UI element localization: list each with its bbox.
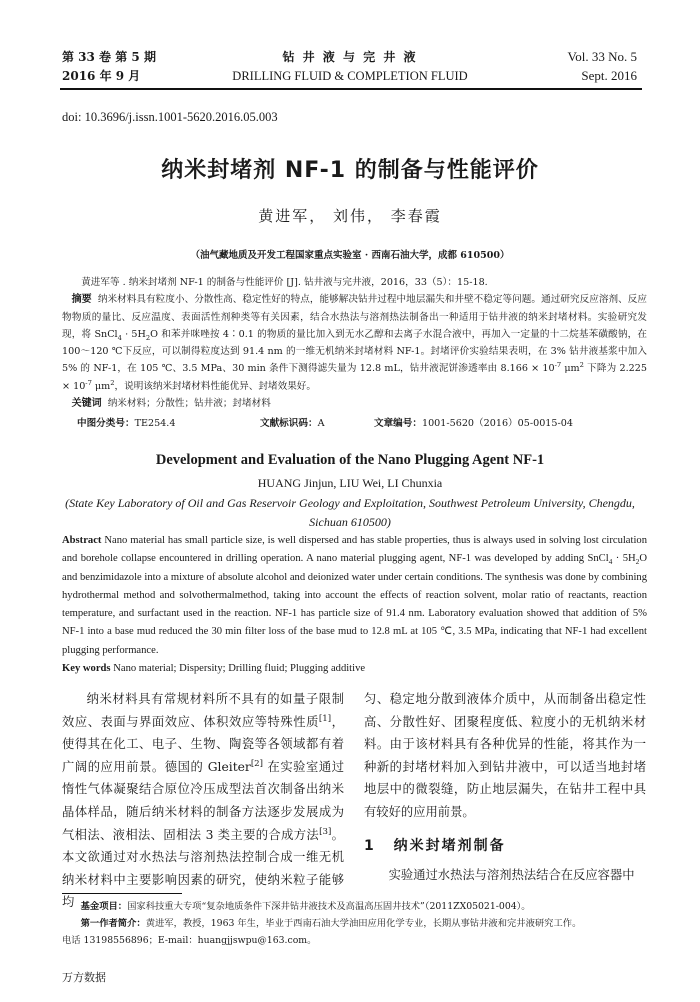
journal-title-en: DRILLING FLUID & COMPLETION FLUID xyxy=(232,69,468,83)
footnote xyxy=(62,898,652,949)
footnote-rule xyxy=(62,893,182,894)
fund-info: 基金项目：国家科技重大专项“复杂地质条件下深井钻井液技术及高温高压固井技术”（2011ZX05021-004）。 xyxy=(80,901,531,912)
affiliation-en: (State Key Laboratory of Oil and Gas Reservoir Geology and Exploitation, Southwest Petroleum University, Chengdu, Sichuan 610500) xyxy=(65,496,635,529)
volume-en: Vol. 33 No. 5 xyxy=(567,49,637,64)
volume-cn: 第 33 卷 第 5 期 xyxy=(62,50,156,64)
citation-cn: 黄进军等 . 纳米封堵剂 NF-1 的制备与性能评价 [J]. 钻井液与完井液，2016，33（5）：15-18. xyxy=(81,277,488,288)
keywords-en: Key words Nano material; Dispersity; Drilling fluid; Plugging additive xyxy=(62,663,366,675)
doi: doi: 10.3696/j.issn.1001-5620.2016.05.003 xyxy=(62,110,278,124)
authors-en: HUANG Jinjun, LIU Wei, LI Chunxia xyxy=(257,476,443,490)
body-paragraph: 纳米材料具有常规材料所不具有的如量子限制效应、表面与界面效应、体积效应等特殊性质[1]，使得其在化工、电子、生物、陶瓷等各领域都有着广阔的应用前景。德国的 Gleiter[2] 在实验室通过惰性气体凝聚结合原位冷压成型法首次制备出纳米晶体样品，随后纳米材料的制备方法逐步发展成为气相法、液相法、固相法 3 类主要的合成方法[3]。本文欲通过对水热法与溶剂热法控制合成一维无机纳米材料中主要影响因素的研究，使纳米粒子能够均 xyxy=(62,692,344,910)
abstract-en: Abstract Nano material has small particle size, is well dispersed and has stable properties, thus is always used in solving lost circulation and borehole collapse encountered in drilling operation. A nano material plugging agent, NF-1 was developed by adding SnCl$_4$ · $5H_2O$ and benzimidazole into a mixture of absolute alcohol and deionized water under certain conditions. The synthesis was done by combining hydrothermal method and solvothermalmethod, taking into account the effects of reaction solvent, molar ratio of reactants, reaction temperature, and surfactant used in the reaction. NF-1 has particle size of 91.4 nm. Laboratory evaluation showed that addition of 5% NF-1 into a base mud reduced the 30 min filter loss of the base mud to 12.8 mL at 105 ℃, 3.5 MPa, indicating that NF-1 had excellent plugging performance. Key words Nano material; Dispersity; Drilling fluid; Plugging additive xyxy=(62,532,647,678)
abstract-cn-block xyxy=(62,274,647,412)
abstract-en-label: Abstract xyxy=(62,535,102,546)
formula-en: SnCl$_4$ · $5H_2O$ xyxy=(587,553,647,567)
title-cn: 纳米封堵剂 NF-1 的制备与性能评价 xyxy=(161,158,539,183)
date-en: Sept. 2016 xyxy=(581,68,637,83)
section-title: 纳米封堵剂制备 xyxy=(393,837,506,854)
section-heading xyxy=(364,828,646,864)
date-cn: 2016 年 9 月 xyxy=(62,69,141,83)
journal-title-cn: 钻 井 液 与 完 井 液 xyxy=(282,50,418,64)
doc-code-cn: 文献标识码：A xyxy=(260,418,325,429)
affiliation-cn: （油气藏地质及开发工程国家重点实验室 · 西南石油大学，成都 610500） xyxy=(190,250,510,261)
body-paragraph: 匀、稳定地分散到液体介质中，从而制备出稳定性高、分散性好、团聚程度低、粒度小的无机纳米材料。由于该材料具有各种优异的性能，将其作为一种新的封堵材料加入到钻井液中，可以适当地封堵地层中的微裂缝，防止地层漏失，在钻井工程中具有较好的应用前景。 xyxy=(364,692,646,819)
body-right-column xyxy=(364,688,646,886)
authors-cn: 黄进军， 刘伟， 李春霞 xyxy=(258,207,442,225)
author-info: 第一作者简介：黄进军，教授，1963 年生，毕业于西南石油大学油田应用化学专业，长期从事钻井液和完井液研究工作。 xyxy=(80,918,582,929)
title-en: Development and Evaluation of the Nano Plugging Agent NF-1 xyxy=(155,452,545,468)
body-left-column xyxy=(62,688,344,914)
classification-cn: 中图分类号：TE254.4 xyxy=(77,418,176,429)
contact-info: 电话 13198556896；E-mail：huangjjswpu@163.com。 xyxy=(62,935,317,946)
header-rule xyxy=(60,88,642,90)
abstract-cn: 摘要 纳米材料具有粒度小、分散性高、稳定性好的特点，能够解决钻井过程中地层漏失和井壁不稳定等问题。通过研究反应溶剂、反应物物质的量比、反应温度、表面活性剂种类等有关因素，结合水热法与溶剂热法制备出一种适用于钻井液的纳米封堵材料。实验研究发现，将 SnCl$_4$ · $5H_2O$ 和苯并咪唑按 4∶0.1 的物质的量比加入到无水乙醇和去离子水混合液中，再加入一定量的十二烷基苯磺酸钠，在 100～120 ℃下反应，可以制得粒度达到 91.4 nm 的一维无机纳米封堵材料 NF-1。封堵评价实验结果表明，在 3% 钻井液基浆中加入 5% 的 NF-1，在 105 ℃、3.5 MPa、30 min 条件下测得滤失量为 12.8 mL，钻井液泥饼渗透率由 $8.166 \times 10^{-7}$ $\mu m^2$ 下降为 $2.225 \times 10^{-7}$ $\mu m^2$，说明该纳米封堵材料性能优异、封堵效果好。 xyxy=(62,294,648,392)
keywords-cn: 关键词 纳米材料；分散性；钻井液；封堵材料 xyxy=(71,398,271,410)
abstract-cn-label: 摘要 xyxy=(71,294,92,306)
watermark: 万方数据 xyxy=(62,971,106,984)
section-number: 1 xyxy=(364,837,376,854)
formula-cn: SnCl$_4$ · $5H_2O$ xyxy=(94,328,159,342)
article-no-cn: 文章编号：1001-5620（2016）05-0015-04 xyxy=(374,418,573,429)
body-paragraph: 实验通过水热法与溶剂热法结合在反应容器中 xyxy=(388,867,635,882)
